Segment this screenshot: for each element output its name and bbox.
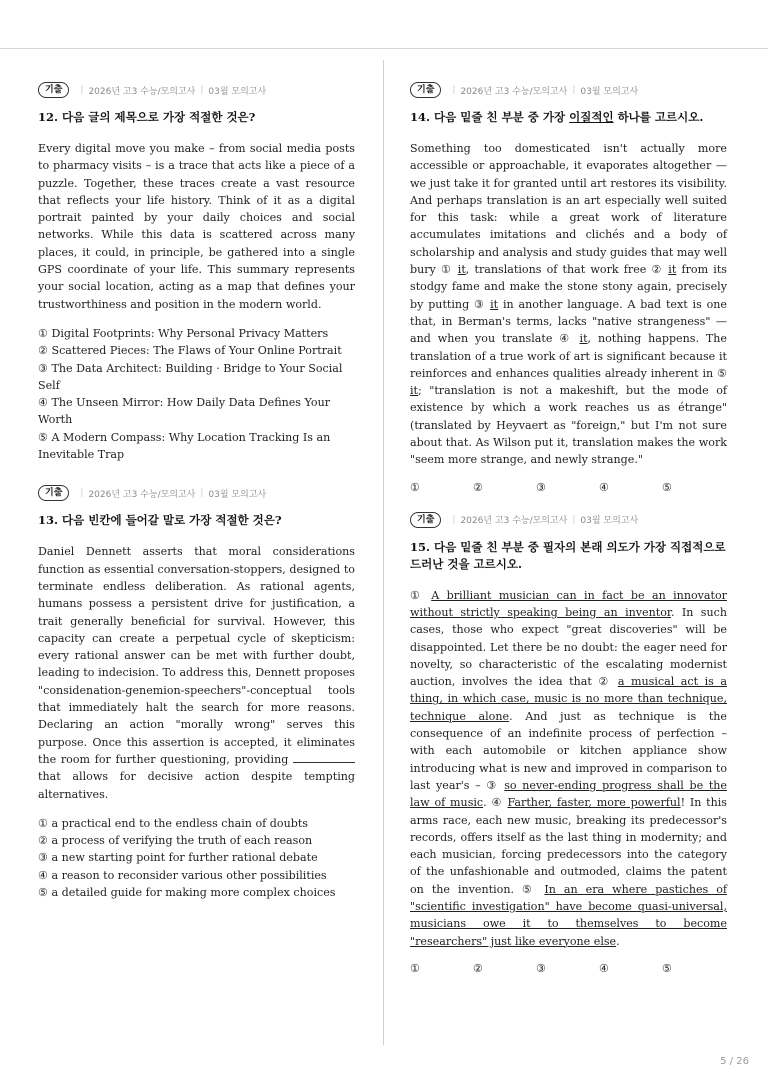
question-12-title: 12. 다음 글의 제목으로 가장 적절한 것은? <box>38 110 256 124</box>
option-2[interactable]: ② Scattered Pieces: The Flaws of Your Online Portrait <box>38 344 342 358</box>
left-column <box>38 82 355 901</box>
answer-choice-1[interactable]: ① <box>410 961 420 975</box>
answer-choice-1[interactable]: ① <box>410 480 420 494</box>
option-4[interactable]: ④ a reason to reconsider various other possibilities <box>38 868 327 882</box>
meta-source: 2026년 고3 수능/모의고사 <box>88 86 196 97</box>
answer-choice-2[interactable]: ② <box>473 480 483 494</box>
meta-exam: 03월 모의고사 <box>580 516 639 527</box>
exam-badge: 기출 <box>38 485 69 501</box>
meta-exam: 03월 모의고사 <box>208 86 267 97</box>
option-1[interactable]: ① Digital Footprints: Why Personal Privacy Matters <box>38 326 329 340</box>
question-14-title: 14. 다음 밑줄 친 부분 중 가장 이질적인 하나를 고르시오. <box>410 110 704 124</box>
question-12-options <box>38 325 355 463</box>
option-4[interactable]: ④ The Unseen Mirror: How Daily Data Defines Your Worth <box>38 396 331 427</box>
question-13-options <box>38 815 355 901</box>
question-meta: 기출 | 2026년 고3 수능/모의고사 | 03월 모의고사 <box>38 485 355 501</box>
question-meta: 기출 | 2026년 고3 수능/모의고사 | 03월 모의고사 <box>38 82 355 98</box>
question-13-passage: Daniel Dennett asserts that moral considerations function as essential conversation-stoppers, designed to terminate endless deliberation. As rational agents, humans possess a persistent drive for justification, a trait generally beneficial for survival. However, this capacity can create a perpetual cycle of skepticism: every rational answer can be met with further doubt, leading to indecision. To address this, Dennett proposes "considenation-genemion-speechers"-conceptual tools that immediately halt the search for more reasons. Declaring an action "morally wrong" serves this purpose. Once this assertion is accepted, it eliminates the room for further questioning, providing that allows for decisive action despite tempting alternatives. <box>38 545 355 801</box>
column-divider <box>383 60 384 1045</box>
option-2[interactable]: ② a process of verifying the truth of each reason <box>38 834 313 848</box>
question-meta: 기출 | 2026년 고3 수능/모의고사 | 03월 모의고사 <box>410 512 727 528</box>
option-5[interactable]: ⑤ A Modern Compass: Why Location Tracking Is an Inevitable Trap <box>38 430 331 462</box>
question-14-answers <box>410 481 727 494</box>
answer-choice-5[interactable]: ⑤ <box>662 961 672 975</box>
meta-exam: 03월 모의고사 <box>208 489 267 500</box>
answer-blank <box>293 752 355 763</box>
answer-choice-2[interactable]: ② <box>473 961 483 975</box>
answer-choice-3[interactable]: ③ <box>536 480 546 494</box>
answer-choice-3[interactable]: ③ <box>536 961 546 975</box>
question-15-answers <box>410 962 727 975</box>
option-3[interactable]: ③ a new starting point for further rational debate <box>38 851 318 865</box>
meta-exam: 03월 모의고사 <box>580 86 639 97</box>
option-3[interactable]: ③ The Data Architect: Building · Bridge to Your Social Self <box>38 361 343 392</box>
question-14-passage: Something too domesticated isn't actually more accessible or approachable, it evaporates altogether — we just take it for granted until art restores its visibility. And perhaps translation is an art especially well suited for this task: while a great work of literature accumulates imitations and clichés and a body of scholarship and analysis and study guides that may well bury ① it, translations of that work free ② it from its stodgy fame and make the stone stony again, precisely by putting ③ it in another language. A bad text is one that, in Berman's terms, lacks "native strangeness" — and when you translate ④ it, nothing happens. The translation of a true work of art is significant because it reinforces and enhances qualities already inherent in ⑤ it; "translation is not a makeshift, but the mode of existence by which a work reaches us as étrange" (translated by Heyvaert as "foreign," but I'm not sure about that. As Wilson put it, translation makes the work "seem more strange, and newly strange." <box>410 142 727 467</box>
exam-badge: 기출 <box>38 82 69 98</box>
question-13-title: 13. 다음 빈칸에 들어갈 말로 가장 적절한 것은? <box>38 513 282 528</box>
page-number: 5 / 26 <box>720 1056 749 1067</box>
exam-badge: 기출 <box>410 82 441 98</box>
option-5[interactable]: ⑤ a detailed guide for making more complex choices <box>38 885 336 899</box>
answer-choice-4[interactable]: ④ <box>599 961 609 975</box>
answer-choice-4[interactable]: ④ <box>599 480 609 494</box>
question-12-passage: Every digital move you make – from social media posts to pharmacy visits – is a trace that acts like a piece of a puzzle. Together, these traces create a vast resource that reflects your life history. Think of it as a digital portrait painted by your daily choices and social networks. While this data is scattered across many places, it could, in principle, be gathered into a single GPS coordinate of your life. This summary represents your social location, acting as a map that defines your trustworthiness and position in the modern world. <box>38 142 355 311</box>
meta-source: 2026년 고3 수능/모의고사 <box>460 86 568 97</box>
header-divider <box>0 48 768 49</box>
question-15-title: 15. 다음 밑줄 친 부분 중 필자의 본래 의도가 가장 직접적으로 드러난 것을 고르시오. <box>410 539 726 571</box>
exam-badge: 기출 <box>410 512 441 528</box>
question-meta: 기출 | 2026년 고3 수능/모의고사 | 03월 모의고사 <box>410 82 727 98</box>
answer-choice-5[interactable]: ⑤ <box>662 480 672 494</box>
option-1[interactable]: ① a practical end to the endless chain of doubts <box>38 816 308 830</box>
meta-source: 2026년 고3 수능/모의고사 <box>88 489 196 500</box>
meta-source: 2026년 고3 수능/모의고사 <box>460 516 568 527</box>
right-column <box>410 82 727 975</box>
question-15-passage: ① A brilliant musician can in fact be an innovator without strictly speaking being an inventor. In such cases, those who expect "great discoveries" will be disappointed. Let there be no doubt: the eager need for novelty, so characteristic of the escalating modernist auction, involves the idea that ② a musical act is a thing, in which case, music is no more than technique, technique alone. And just as technique is the consequence of an indefinite process of perfection – with each automobile or kitchen appliance show introducing what is new and improved in comparison to last year's – ③ so never-ending progress shall be the law of music. ④ Farther, faster, more powerful! In this arms race, each new music, breaking its predecessor's records, offers itself as the last thing in modernity; and each musician, forcing predecessors into the category of the unfashionable and outmoded, claims the patent on the invention. ⑤ In an era where pastiches of "scientific investigation" have become quasi-universal, musicians owe it to themselves to become "researchers" just like everyone else. <box>410 588 728 948</box>
